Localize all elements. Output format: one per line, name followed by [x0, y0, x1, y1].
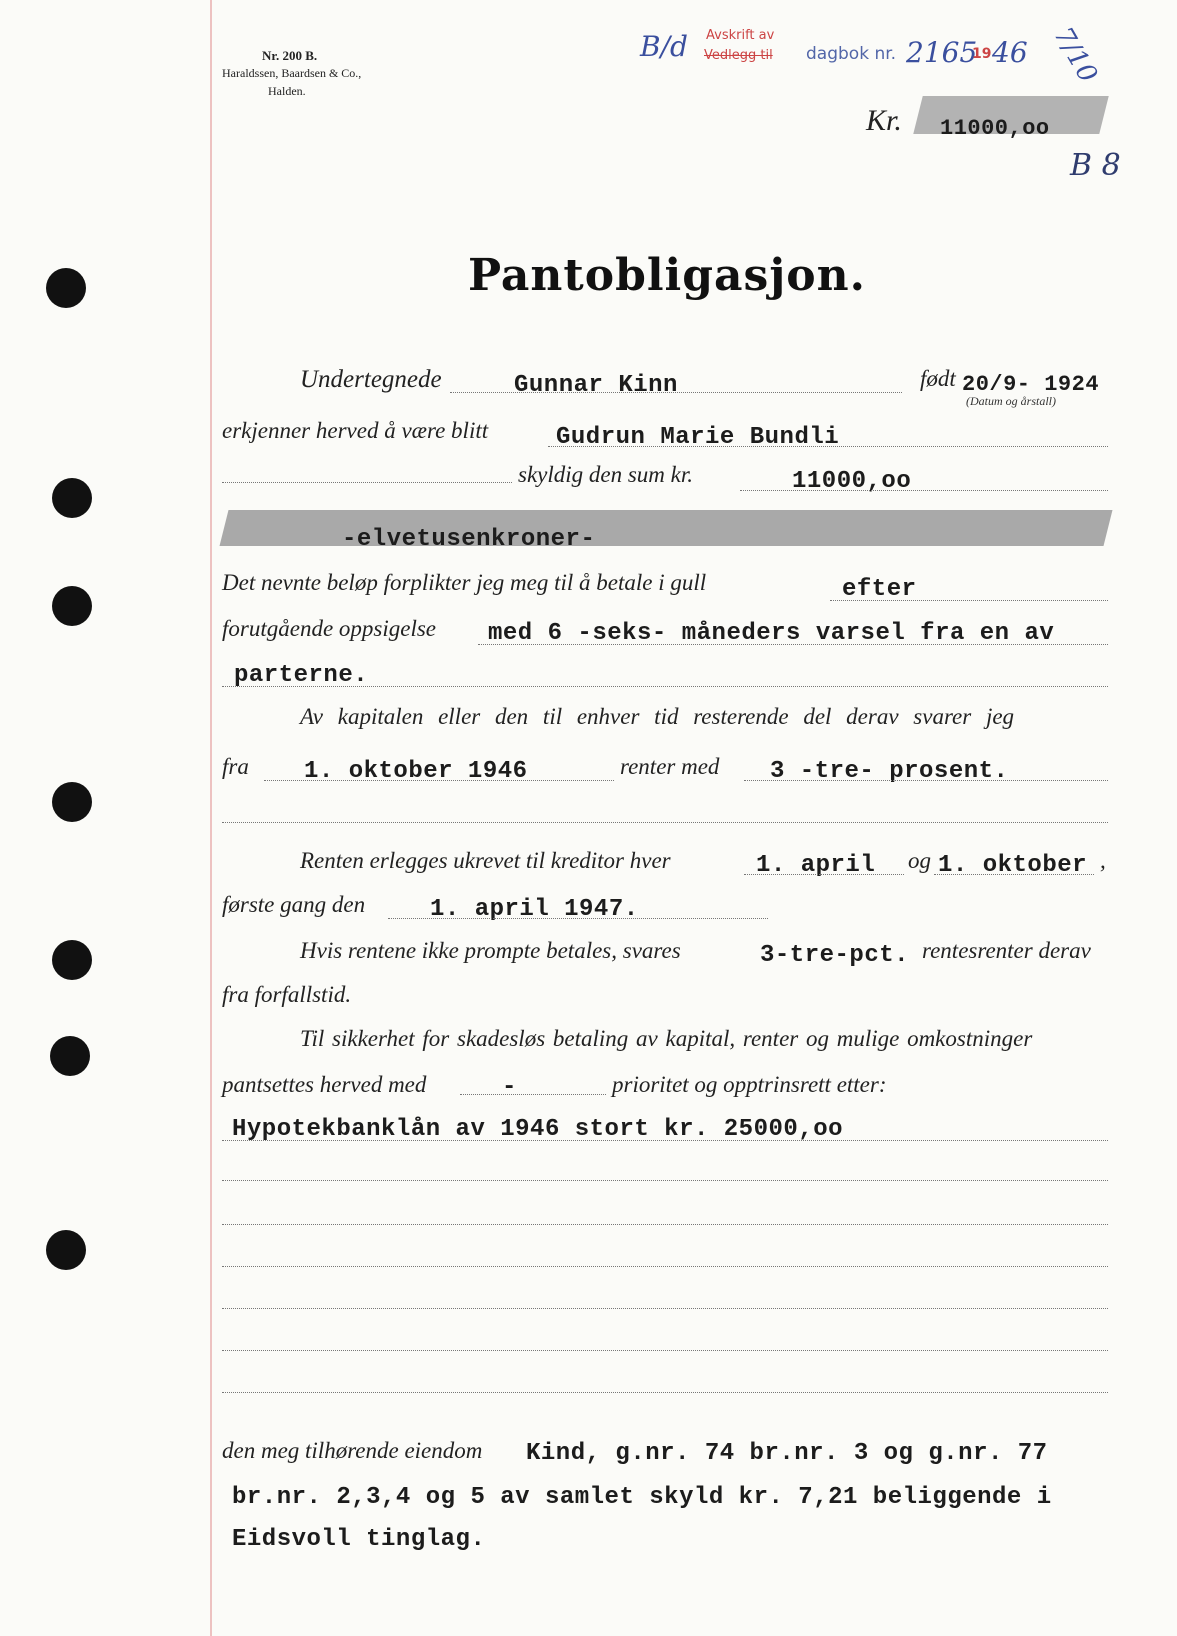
- fodt-label: født: [920, 366, 956, 391]
- fra-label: fra: [222, 754, 249, 779]
- prior-loan: Hypotekbanklån av 1946 stort kr. 25000,oo: [232, 1116, 843, 1143]
- dagbok-number: 2165: [906, 36, 978, 69]
- year-suffix: 46: [992, 36, 1028, 69]
- oppsigelse-value: med 6 -seks- måneders varsel fra en av: [488, 620, 1055, 647]
- birth-date: 20/9- 1924: [962, 372, 1100, 397]
- renten-value-2: 1. oktober: [938, 852, 1088, 879]
- rentesrenter-label: rentesrenter derav: [922, 938, 1091, 963]
- birth-date-hint: (Datum og årstall): [966, 394, 1056, 408]
- pantsettes-label: pantsettes herved med: [222, 1072, 427, 1097]
- punch-hole: [52, 586, 92, 626]
- kapital-label: Av kapitalen eller den til enhver tid resterende del derav svarer jeg: [300, 704, 1015, 729]
- renten-label: Renten erlegges ukrevet til kreditor hver: [300, 848, 671, 873]
- forfall-label: fra forfallstid.: [222, 982, 352, 1007]
- prioritet-value: -: [502, 1074, 517, 1101]
- punch-hole: [46, 268, 86, 308]
- eiendom-value-3: Eidsvoll tinglag.: [232, 1526, 486, 1553]
- year-prefix: 19: [972, 46, 992, 62]
- punch-hole: [46, 1230, 86, 1270]
- sikkerhet-label: Til sikkerhet for skadesløs betaling av kapital, renter og mulige omkostninger: [300, 1026, 1033, 1051]
- eiendom-value-1: Kind, g.nr. 74 br.nr. 3 og g.nr. 77: [526, 1440, 1048, 1467]
- kr-label: Kr.: [866, 104, 902, 137]
- punch-hole: [50, 1036, 90, 1076]
- punch-hole: [52, 940, 92, 980]
- amount-value: 11000,oo: [940, 116, 1050, 141]
- oppsigelse-label: forutgående oppsigelse: [222, 616, 436, 641]
- margin-line: [210, 0, 212, 1636]
- fra-value: 1. oktober 1946: [304, 758, 528, 785]
- comma: ,: [1100, 848, 1106, 873]
- eiendom-label: den meg tilhørende eiendom: [222, 1438, 483, 1463]
- forste-value: 1. april 1947.: [430, 896, 639, 923]
- renter-value: 3 -tre- prosent.: [770, 758, 1009, 785]
- forste-label: første gang den: [222, 892, 366, 917]
- hvis-value: 3-tre-pct.: [760, 942, 910, 969]
- form-publisher: Haraldssen, Baardsen & Co.,: [222, 66, 362, 80]
- dagbok-label: dagbok nr.: [806, 44, 897, 64]
- stamp-line1: Avskrift av: [706, 28, 775, 43]
- debtor-name: Gunnar Kinn: [514, 372, 678, 399]
- document-title: Pantobligasjon.: [468, 250, 866, 301]
- para1-label: Det nevnte beløp forplikter jeg meg til å betale i gull: [222, 570, 707, 595]
- stamp-initials: B/d: [640, 30, 688, 63]
- form-number: Nr. 200 B.: [262, 48, 318, 63]
- creditor-name: Gudrun Marie Bundli: [556, 424, 840, 451]
- sum-words: -elvetusenkroner-: [342, 526, 596, 553]
- undertegnede-label: Undertegnede: [300, 366, 442, 393]
- skyldig-label: skyldig den sum kr.: [518, 462, 694, 487]
- erkjenner-label: erkjenner herved å være blitt: [222, 418, 489, 443]
- stamp-date: 7/10: [1047, 22, 1103, 88]
- hvis-label: Hvis rentene ikke prompte betales, svares: [300, 938, 681, 963]
- reference-mark: B 8: [1070, 148, 1121, 183]
- sum-value: 11000,oo: [792, 468, 912, 495]
- renter-label: renter med: [620, 754, 720, 779]
- eiendom-value-2: br.nr. 2,3,4 og 5 av samlet skyld kr. 7,21 beliggende i: [232, 1484, 1052, 1511]
- para1-value: efter: [842, 576, 917, 603]
- og-label: og: [908, 848, 931, 873]
- punch-hole: [52, 782, 92, 822]
- oppsigelse-value-2: parterne.: [234, 662, 369, 689]
- form-city: Halden.: [268, 84, 306, 98]
- punch-hole: [52, 478, 92, 518]
- stamp-line2: Vedlegg til: [704, 48, 773, 63]
- renten-value-1: 1. april: [756, 852, 876, 879]
- prioritet-label: prioritet og opptrinsrett etter:: [612, 1072, 887, 1097]
